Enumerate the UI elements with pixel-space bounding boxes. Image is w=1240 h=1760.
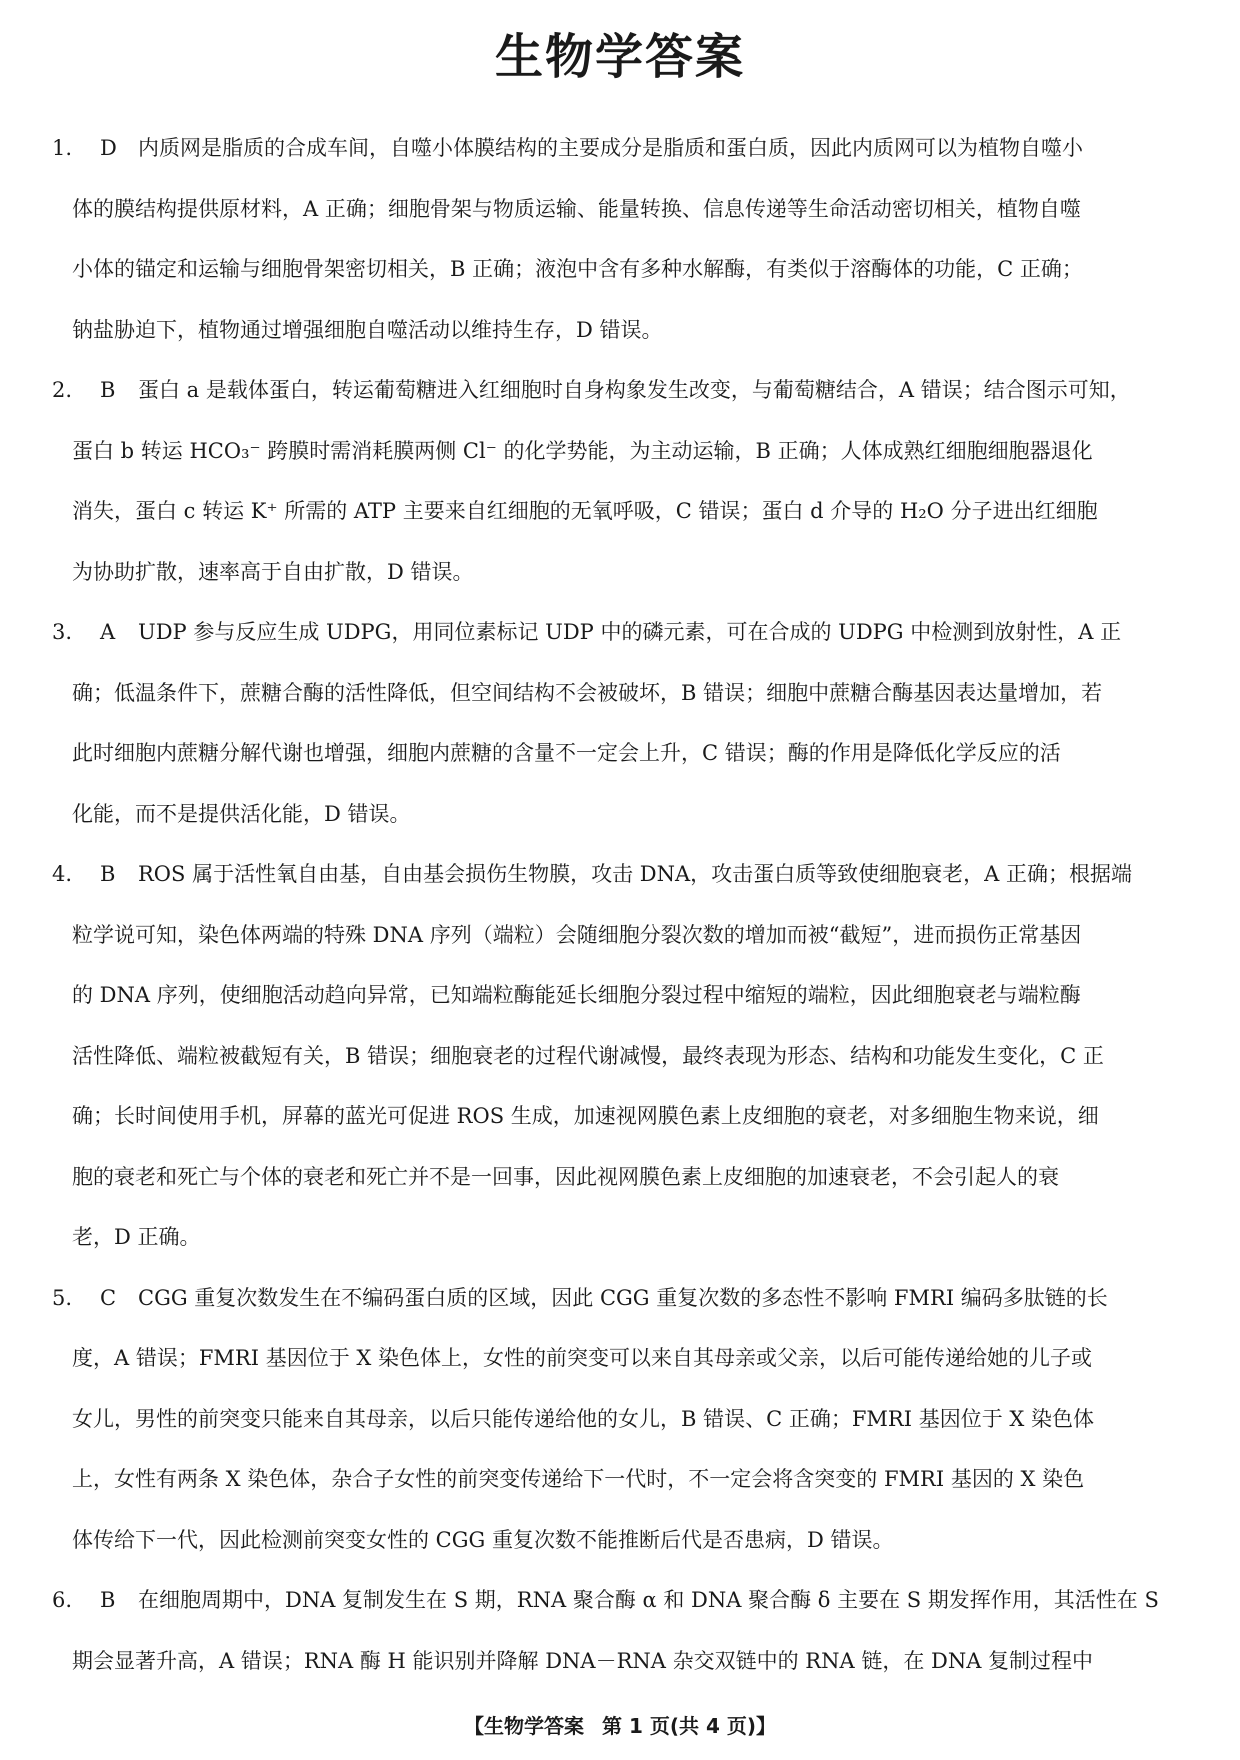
explanation-text: 度，A 错误；FMRI 基因位于 X 染色体上，女性的前突变可以来自其母亲或父亲，以后可能传递给她的儿子或	[72, 1346, 1092, 1370]
explanation-text: 胞的衰老和死亡与个体的衰老和死亡并不是一回事，因此视网膜色素上皮细胞的加速衰老，不会引起人的衰	[72, 1164, 1059, 1189]
page-title: 生物学答案	[494, 29, 745, 85]
answer-line	[52, 1631, 1190, 1692]
answer-line	[52, 542, 1190, 603]
explanation-text: 消失，蛋白 c 转运 K⁺ 所需的 ATP 主要来自红细胞的无氧呼吸，C 错误；蛋白 d 介导的 H₂O 分子进出红细胞	[72, 499, 1098, 523]
explanation-text: 在细胞周期中，DNA 复制发生在 S 期，RNA 聚合酶 α 和 DNA 聚合酶 δ 主要在 S 期发挥作用，其活性在 S	[138, 1588, 1159, 1612]
answer-line	[52, 1086, 1190, 1147]
explanation-text: 蛋白 b 转运 HCO₃⁻ 跨膜时需消耗膜两侧 Cl⁻ 的化学势能，为主动运输，B 正确；人体成熟红细胞细胞器退化	[72, 438, 1093, 463]
explanation-text: 活性降低、端粒被截短有关，B 错误；细胞衰老的过程代谢减慢，最终表现为形态、结构和功能发生变化，C 正	[72, 1043, 1104, 1068]
answer-line	[52, 118, 1190, 179]
answer-line	[52, 1026, 1190, 1087]
explanation-text: 老，D 正确。	[72, 1225, 201, 1249]
question-number: 4.	[52, 862, 73, 886]
answer-item	[52, 602, 1190, 844]
explanation-text: 钠盐胁迫下，植物通过增强细胞自噬活动以维持生存，D 错误。	[72, 317, 663, 342]
explanation-text: 的 DNA 序列，使细胞活动趋向异常，已知端粒酶能延长细胞分裂过程中缩短的端粒，因此细胞衰老与端粒酶	[72, 983, 1081, 1007]
question-number: 5.	[52, 1285, 73, 1310]
explanation-text: 确；低温条件下，蔗糖合酶的活性降低，但空间结构不会被破坏，B 错误；细胞中蔗糖合酶基因表达量增加，若	[72, 680, 1103, 705]
answer-line	[52, 300, 1190, 361]
answer-list	[52, 118, 1190, 1691]
explanation-text: 此时细胞内蔗糖分解代谢也增强，细胞内蔗糖的含量不一定会上升，C 错误；酶的作用是降低化学反应的活	[72, 741, 1061, 765]
answer-line	[52, 360, 1190, 421]
explanation-text: 确；长时间使用手机，屏幕的蓝光可促进 ROS 生成，加速视网膜色素上皮细胞的衰老，对多细胞生物来说，细	[72, 1104, 1099, 1128]
answer-line	[52, 1510, 1190, 1571]
answer-line	[52, 481, 1190, 542]
answer-line	[52, 1389, 1190, 1450]
answer-choice: C	[100, 1285, 117, 1310]
explanation-text: 体传给下一代，因此检测前突变女性的 CGG 重复次数不能推断后代是否患病，D 错误。	[72, 1527, 894, 1552]
answer-line	[52, 1268, 1190, 1329]
answer-line	[52, 1328, 1190, 1389]
question-number: 6.	[52, 1588, 73, 1612]
answer-line	[52, 663, 1190, 724]
answer-choice: B	[100, 862, 116, 886]
explanation-text: 女儿，男性的前突变只能来自其母亲，以后只能传递给他的女儿，B 错误、C 正确；FMRI 基因位于 X 染色体	[72, 1406, 1095, 1431]
explanation-text: CGG 重复次数发生在不编码蛋白质的区域，因此 CGG 重复次数的多态性不影响 FMRI 编码多肽链的长	[138, 1285, 1108, 1310]
answer-choice: B	[100, 1588, 116, 1612]
answer-line	[52, 784, 1190, 845]
question-number: 3.	[52, 620, 73, 644]
explanation-text: ROS 属于活性氧自由基，自由基会损伤生物膜，攻击 DNA，攻击蛋白质等致使细胞衰老，A 正确；根据端	[138, 862, 1132, 886]
page-footer	[0, 1710, 1240, 1739]
answer-item	[52, 844, 1190, 1268]
answer-line	[52, 723, 1190, 784]
answer-line	[52, 1207, 1190, 1268]
answer-choice: A	[100, 620, 116, 644]
answer-line	[52, 239, 1190, 300]
explanation-text: 为协助扩散，速率高于自由扩散，D 错误。	[72, 559, 474, 584]
answer-line	[52, 1570, 1190, 1631]
question-number: 1.	[52, 136, 73, 160]
explanation-text: 化能，而不是提供活化能，D 错误。	[72, 801, 411, 826]
answer-line	[52, 1147, 1190, 1208]
footer-label: 【生物学答案	[464, 1714, 585, 1738]
answer-item	[52, 360, 1190, 602]
explanation-text: UDP 参与反应生成 UDPG，用同位素标记 UDP 中的磷元素，可在合成的 UDPG 中检测到放射性，A 正	[138, 620, 1122, 644]
answer-line	[52, 421, 1190, 482]
explanation-text: 期会显著升高，A 错误；RNA 酶 H 能识别并降解 DNA－RNA 杂交双链中的 RNA 链，在 DNA 复制过程中	[72, 1648, 1094, 1673]
answer-line	[52, 602, 1190, 663]
answer-item	[52, 118, 1190, 360]
answer-choice: B	[100, 378, 116, 402]
explanation-text: 小体的锚定和运输与细胞骨架密切相关，B 正确；液泡中含有多种水解酶，有类似于溶酶体的功能，C 正确；	[72, 257, 1083, 281]
footer-page-number: 第 1 页(共 4 页)】	[602, 1714, 776, 1738]
explanation-text: 蛋白 a 是载体蛋白，转运葡萄糖进入红细胞时自身构象发生改变，与葡萄糖结合，A 错误；结合图示可知，	[138, 378, 1131, 402]
explanation-text: 内质网是脂质的合成车间，自噬小体膜结构的主要成分是脂质和蛋白质，因此内质网可以为植物自噬小	[138, 136, 1083, 160]
answer-line	[52, 965, 1190, 1026]
explanation-text: 体的膜结构提供原材料，A 正确；细胞骨架与物质运输、能量转换、信息传递等生命活动密切相关，植物自噬	[72, 196, 1081, 221]
question-number: 2.	[52, 378, 73, 402]
explanation-text: 上，女性有两条 X 染色体，杂合子女性的前突变传递给下一代时，不一定会将含突变的 FMRI 基因的 X 染色	[72, 1467, 1085, 1491]
answer-line	[52, 844, 1190, 905]
answer-item	[52, 1268, 1190, 1571]
answer-line	[52, 179, 1190, 240]
answer-line	[52, 905, 1190, 966]
answer-line	[52, 1449, 1190, 1510]
explanation-text: 粒学说可知，染色体两端的特殊 DNA 序列（端粒）会随细胞分裂次数的增加而被“截短”，进而损伤正常基因	[72, 922, 1082, 947]
answer-item	[52, 1570, 1190, 1691]
answer-choice: D	[100, 136, 117, 160]
